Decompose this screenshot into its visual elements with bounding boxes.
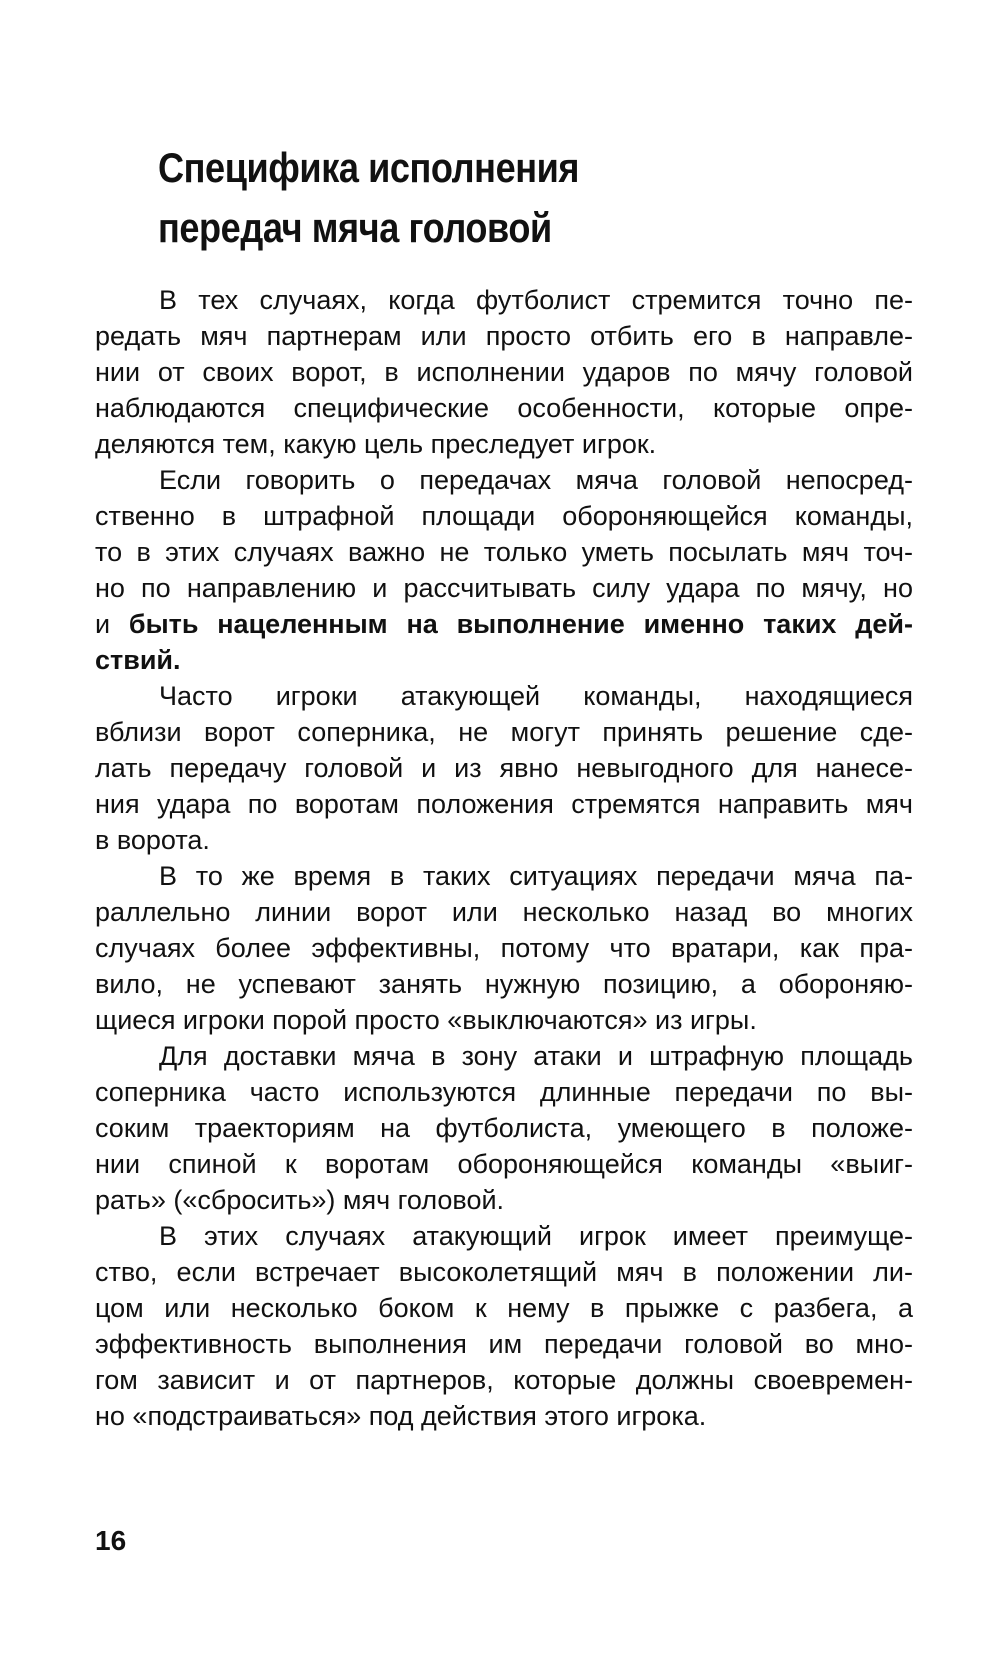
text-line: но «подстраиваться» под действия этого игрока. xyxy=(95,1401,707,1431)
text-line: ство, если встречает высоколетящий мяч в положении ли- xyxy=(95,1257,913,1287)
paragraph-5 xyxy=(95,1038,913,1218)
text-line: наблюдаются специфические особенности, которые опре- xyxy=(95,393,913,423)
plain-fragment: и xyxy=(95,609,129,639)
paragraph-4 xyxy=(95,858,913,1038)
text-line: Для доставки мяча в зону атаки и штрафную площадь xyxy=(159,1041,913,1071)
heading-line-1: Специфика исполнения xyxy=(158,144,580,191)
text-line: вило, не успевают занять нужную позицию, а обороняю- xyxy=(95,969,913,999)
paragraph-1 xyxy=(95,282,913,462)
paragraph-3 xyxy=(95,678,913,858)
text-line: но по направлению и рассчитывать силу удара по мячу, но xyxy=(95,573,913,603)
text-line: гом зависит и от партнеров, которые должны своевремен- xyxy=(95,1365,913,1395)
text-line: нии спиной к воротам обороняющейся команды «выиг- xyxy=(95,1149,913,1179)
text-line: Часто игроки атакующей команды, находящиеся xyxy=(159,681,913,711)
body-text xyxy=(95,282,913,1434)
paragraph-6 xyxy=(95,1218,913,1434)
text-line: случаях более эффективны, потому что вратари, как пра- xyxy=(95,933,913,963)
text-line: раллельно линии ворот или несколько назад во многих xyxy=(95,897,913,927)
text-line: нии от своих ворот, в исполнении ударов по мячу головой xyxy=(95,357,913,387)
text-line-bold: ствий. xyxy=(95,645,181,675)
text-line: лать передачу головой и из явно невыгодного для нанесе- xyxy=(95,753,913,783)
text-line: то в этих случаях важно не только уметь посылать мяч точ- xyxy=(95,537,913,567)
bold-fragment: быть нацеленным на выполнение именно таких дей- xyxy=(128,609,913,639)
text-line: вблизи ворот соперника, не могут принять решение сде- xyxy=(95,717,913,747)
text-line-mixed xyxy=(95,606,913,642)
text-line: ния удара по воротам положения стремятся направить мяч xyxy=(95,789,913,819)
text-line: Если говорить о передачах мяча головой непосред- xyxy=(159,465,913,495)
page-number: 16 xyxy=(95,1525,127,1556)
heading-line-2: передач мяча головой xyxy=(158,204,552,251)
text-line: ственно в штрафной площади обороняющейся команды, xyxy=(95,501,913,531)
text-line: соким траекториям на футболиста, умеющего в положе- xyxy=(95,1113,913,1143)
text-line: соперника часто используются длинные передачи по вы- xyxy=(95,1077,913,1107)
text-line: цом или несколько боком к нему в прыжке с разбега, а xyxy=(95,1293,913,1323)
section-heading xyxy=(158,138,812,258)
text-line: В этих случаях атакующий игрок имеет преимуще- xyxy=(159,1221,913,1251)
paragraph-2 xyxy=(95,462,913,678)
text-line: В то же время в таких ситуациях передачи мяча па- xyxy=(159,861,913,891)
text-line: эффективность выполнения им передачи головой во мно- xyxy=(95,1329,913,1359)
text-line: В тех случаях, когда футболист стремится точно пе- xyxy=(159,285,913,315)
text-line: редать мяч партнерам или просто отбить его в направле- xyxy=(95,321,913,351)
text-line: деляются тем, какую цель преследует игрок. xyxy=(95,429,657,459)
text-line: щиеся игроки порой просто «выключаются» из игры. xyxy=(95,1005,757,1035)
text-line: в ворота. xyxy=(95,825,210,855)
text-line: рать» («сбросить») мяч головой. xyxy=(95,1185,505,1215)
